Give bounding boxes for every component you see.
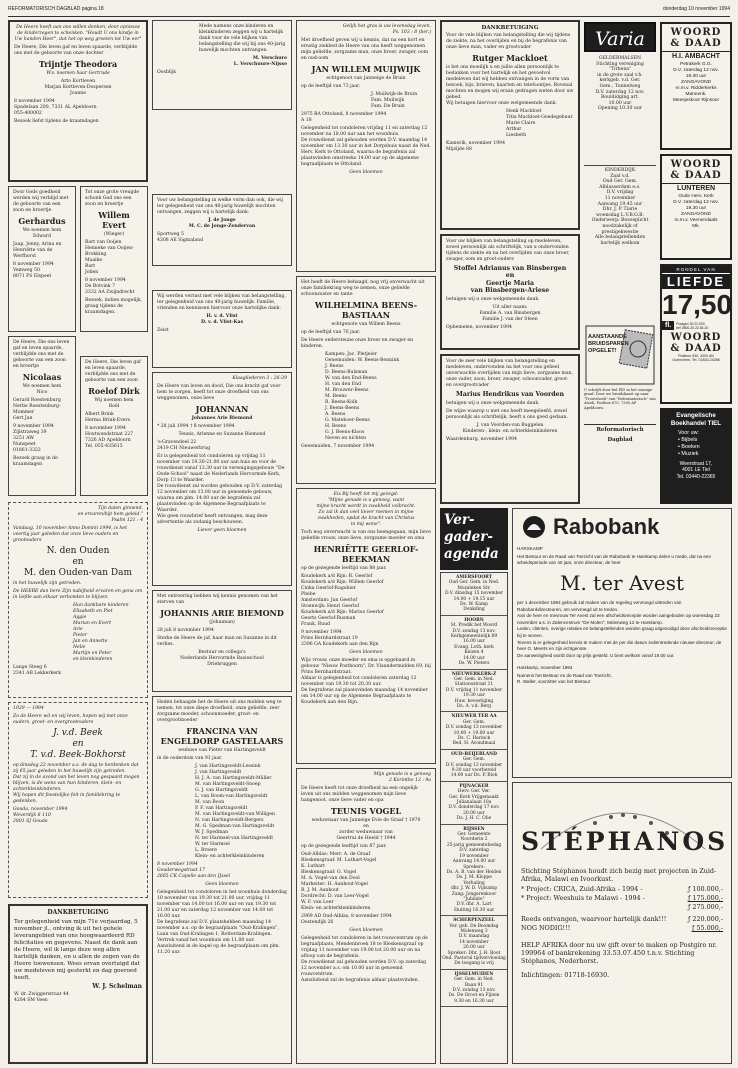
ad-names: Stoffel Adrianus van Binsbergen en Geertje Maria van Binsbergen-Ariese — [453, 265, 567, 295]
ad-sub: echtgenote van Willem Beens — [331, 322, 401, 327]
ad-footer: Geen bloemen — [349, 650, 383, 655]
varia-kinderdijk: KINDERDIJK Zaal v.d. Oud Ger. Gem. Alblasserdam e.o. D.V. vrijdag 11 november Aanvang 19.45 uur Dhr. J. P. Tiarie woensdag L.V.B.G.B. Onderwerp: Bezoeplicht noodzakelijk of prestigekwestie Alle belangstellenden hartelijk welkom — [591, 168, 649, 246]
ad-age: op de leeftijd van 73 jaar. — [301, 84, 361, 89]
birth-ad-willem-evert — [80, 186, 148, 332]
ad-family: Teunis, Arlenne en Suzanne Biemond — [178, 432, 266, 437]
stephanos-text: Stichting Stéphanos houdt zich bezig met projecten in Zuid-Afrika, Malawi en Ivoorkust. — [521, 867, 717, 883]
rabobank-logo: Rabobank — [553, 514, 660, 539]
ad-text: Mede namens onze kinderen en kleinkinderen zeggen wij u hartelijk dank voor de vele blijken van belangstelling die wij bij ons 40-jarig huwelijk mochten ontvangen. — [199, 24, 286, 53]
ad-text2: betuigen wij u onze welgemeende dank. — [446, 401, 540, 406]
rondel-small: Postgiro 30.22.000 bel 0800-20.22.84.20 — [676, 321, 709, 330]
ad-body: Er is gelegenheid tot condoleren op vrijdag 11 november van 19.30-21.00 uur aan huis en voor de rouwdienst vanaf 13.30 uur in verenigingsgebouw "De Oude-School" naast de Nederlands Hervormde Kerk, Dorp 13 te Waarder. De rouwdienst zal worden gehouden op D.V. zaterdag 12 november om 13.00 uur in genoemde gebouw, waarna om plm. 14.00 uur de begrafenis zal plaatsvinden op de Algemene Begraafplaats te Waarder. Wie geen rouwbrief heeft ontvangen, mag deze advertentie als zodanig beschouwen. — [157, 454, 285, 525]
ad-place: Genemuiden, 7 november 1994 — [301, 444, 375, 449]
rabo-text: Het Bestuur en de Raad van Toezicht van de Rabobank te Harskamp delen u mede, dat na een arbeidsperiode van 40 jaar, onze directeur, de heer — [517, 554, 711, 565]
ad-footer: Bezoek liefst tijdens de kraamdagen — [14, 119, 99, 124]
ad-name: TEUNIS VOGEL — [330, 806, 402, 816]
ad-family: J. van Voorden-van Buggelen Kinderen-, klein- en achterkleinkinderen — [462, 423, 558, 434]
ad-family: Oud-Alblas: Merr. A. de Graaf Bleskensgraaf: M. Luthart-Vogel K. Luthart Bleskensgraaf: G. Vogel M. A. Vogel-van den Dool Markeiter: H. Aanhout-Vogel B. J. M. Aanhout Dordrecht: D. van Leer-Vogel W. F. van Leer Klein- en achterkleinkinderen — [301, 852, 377, 911]
ad-date: 8 november 1994 Spadelaan 200, 7331 AL Apeldoorn 055-400002 — [14, 99, 97, 116]
stephanos-item-label: * Project: CRICA, Zuid-Afrika - 1994 - — [521, 885, 643, 893]
ad-dates: 28 juli 8 november 1994 — [157, 628, 214, 633]
stephanos-item-value: ƒ 175.000,- — [687, 894, 723, 902]
boekhandel-tiel — [660, 408, 732, 504]
rd-logo: Reformatorisch Dagblad — [584, 424, 656, 434]
ad-text: Voor uw belangstelling in welke vorm dan ook, die wij ter gelegenheid van ons 40-jarig huwelijk mochten ontvangen, zeggen wij u hartelijk dank. — [157, 198, 283, 215]
ad-place: 8 november 1994 Gouderwegstraat 17 2665 CK Capelle aan den IJssel — [157, 862, 231, 879]
ad-name: JOHANNAN — [195, 404, 249, 414]
ad-text: Heden behaagde het de Heere uit ons midden weg te nemen, tot onze diepe droefheid, onze geliefde, zeer zorgzame moeder, schoonmoeder, groot- en overgrootmoeder — [157, 700, 282, 723]
ad-date: 8 november 1994 De Botvink 7 3332 AA Zwijndrecht — [85, 278, 135, 295]
thanks-ad-van-voorden — [440, 354, 580, 504]
ad-text: Door Gods goedheid werden wij verblijd met de geboorte van een zoon en broertje — [13, 190, 69, 213]
stephanos-item-label: * Project: Weeshuis te Malawi - 1994 - — [521, 894, 645, 902]
ad-sub: echtgenoot van Janneige de Bruin — [326, 76, 406, 81]
ad-sub: weduwnaar van Janneige Evie de Graaf † 1970 en zorder weduwnaar van Geertrui de Heeld † 1944 — [311, 818, 421, 841]
ad-place: Oosblijk — [157, 70, 176, 75]
woord-daad-ambacht — [660, 22, 732, 150]
ad-sub: in het huwelijk zijn getreden. — [13, 581, 82, 586]
ad-name: JOHANNIS ARIE BIEMOND — [160, 608, 284, 618]
ad-text: Met droefheid geven wij u kennis, dat na een kort en ernstig ziekbed de Heere van ons heeft weggenomen mijn geliefde, zorgzame man, onze broer, zwager, oom en oud-oom — [301, 38, 429, 61]
agenda-item-text: Ger. Gem. in Ned. Stationsstraat 11 D.V. vrijdag 11 november 19.30 uur Huw. bevestiging Ds. A. v.d. Berg — [445, 676, 503, 709]
wd-sub: H.I. AMBACHT — [662, 51, 730, 62]
ad-name: Trijntje Theodora — [38, 59, 118, 69]
ad-place: 9 november 1994 Prins Bernhardstraat 19 2396 GA Koudekerk aan den Rijn — [301, 630, 379, 647]
ad-age: in de ouderdom van 91 jaar. — [157, 756, 223, 761]
rabo-place: HARSKAMP — [517, 546, 543, 551]
ad-footer: Liever geen bloemen — [197, 528, 247, 533]
death-ad-muijwijk — [296, 20, 436, 272]
varia-banner: Varia — [584, 22, 656, 52]
ad-name: Nicolaas — [22, 372, 62, 382]
ad-text: Voor de vele blijken van belangstelling die wij tijdens de ziekte, na het overlijden en bij de begrafenis van onze lieve man, vader en grootvader — [446, 33, 571, 50]
ad-body: is het ons moeilijk u en jullie allen persoonlijk te bedanken voor het hartelijk en het gevoelvol medeleven dat wij hebben ontvangen in de vorm van bezoek, bijs, brieven, kaarten en telefoontjes. Bovenal mochten en mogen wij eraan gedragen weten door uw gebed. Wij betuigen hiervoor onze welgemeende dank. — [446, 65, 574, 106]
rondel-brand: LIEFDE — [662, 273, 730, 289]
ad-body: Wijs vrouw, onze moeder en oma is opgebaard in gebouw "Nieuw Posthoorn", Dr. Vlaandermidden 69, bij Prins Bernhardstraat. Aldaar is gelegenheid tot condoleren zaterdag 12 november van 19.30 tot 20.30 uur. De begrafenis zal plaatsvinden maandag 14 november om 14.00 uur op de Algemene Begraafplaats te Koudekerk aan den Rijn. — [301, 658, 431, 705]
ad-age: op de gezegende leeftijd van 88 jaar. — [301, 566, 387, 571]
ad-text: De Heere van leven en dood, Die ons kracht gaf voor hem te zorgen, heeft tot onze droefheid van ons weggenomen, onze lieve — [157, 384, 281, 401]
agenda-item-place: NIEUWER TER AA — [451, 714, 497, 720]
rondel-price: 17,50 — [662, 289, 733, 320]
ad-family: Henk Mackloet Titia Mackloet-Goedegebuur Marie Claire Arthur Liesbeth — [506, 109, 573, 138]
rabo-place2: Harskamp, november 1994 — [517, 665, 573, 671]
ad-sub: W.v. noemen haar Gertrude — [46, 71, 110, 76]
death-ad-biemond-school — [152, 590, 292, 692]
death-ad-geerlof — [296, 488, 436, 764]
ad-parents: Arto Kortleven Marjan Kortleven-Dospersen Joanne — [44, 79, 112, 96]
agenda-list — [440, 572, 508, 1064]
ad-place: Waardenburg, november 1994 — [446, 437, 517, 442]
ad-footer: Geen bloemen — [205, 882, 239, 887]
death-ad-johannan — [152, 372, 292, 586]
death-ad-francina — [152, 696, 292, 1064]
stephanos-item — [521, 924, 723, 933]
ad-name: HENRIËTTE GEERLOF-BEEKMAN — [313, 544, 419, 564]
agenda-item-text: Ger. Gem. D.V. zondag 13 november 9.30 uur voorbereid 14.00 uur Ds. P. Blok — [445, 757, 503, 779]
agenda-item-place: IJSSELMUIDEN — [454, 971, 494, 977]
stephanos-item — [521, 903, 723, 912]
birth-ad-trijntje — [8, 20, 148, 182]
agenda-item-text: Herv. Ger. Ver. Ger. Kerk Vrijgemaakt Julianalaan 10a D.V. donderdag 17 nov. 20.00 uur Ds. J. H. C. Olie — [448, 789, 500, 822]
ad-text: Voor de zeer vele blijken van belangstelling en medeleven, ondervonden na het voor ons geheel onverwachte overlijden van mijn lieve, zorgzame man, onze vader, zoon, broer, zwager, schoonvader, groot- en overgrootvader — [446, 359, 574, 388]
header-rule — [8, 16, 730, 17]
agenda-item — [441, 573, 507, 616]
boekhandel-address: Weerstraat 17, 4001 LE Tiel Tel. 03440-22365 — [676, 461, 716, 480]
ad-family: Hun dankbare kinderen Elisabeth en Piet Aggie Marian en Evert Arie Pieter Jan en Annette Nelie Martijn en Peter en kleinkinderen — [73, 603, 129, 662]
stephanos-item — [521, 885, 723, 894]
ad-names: J. v.d. Beek en T. v.d. Beek-Bokhorst — [30, 728, 126, 760]
rondel-currency: fl. — [662, 321, 674, 330]
thanks-ad-verschure — [152, 20, 292, 110]
ad-place: Zeist — [157, 328, 169, 333]
ad-footer: Bezoek, indien mogelijk, graag tijdens de kraamdagen. — [85, 298, 143, 315]
agenda-item — [441, 670, 507, 713]
page-header — [8, 4, 730, 14]
ad-family: Bestuur en collega's Nederlands Hervormde Basisschool Driebruggen — [180, 650, 264, 667]
agenda-item-text: Ger. Gem. in Ned. Baan 91 D.V. zondag 13 nov. Ds. De Groot en Fijnen 9.30 en 16.30 uur — [448, 977, 500, 1004]
wd-text: Petrakerk G.G. D.V. zaterdag 12 nov. 19.30 uur ZANGAVOND m.m.v. Ridderkerks Mannenk. Meesjeskoor Rijnsoor — [672, 62, 720, 103]
agenda-item-place: SCHERPENZEEL — [453, 918, 495, 924]
death-ad-beens — [296, 276, 436, 484]
ad-body: Gelegenheid tot condoleren in het woonhuis donderdag 10 november van 19.30 tot 21.00 uur, vrijdag 11 november van 14.00 tot 16.00 uur en van 19.30 tot 21.00 uur en zaterdag 12 november van 14.00 tot 16.00 uur. De begrafenis zal D.V. plaatshebben maandag 14 november a.s. op de begraafplaats "Oud-Kralingen", Laan van Oud-Kralingen 1, Rotterdam-Kralingen. Vertrek vanaf het woonhuis om 11.00 uur. Aansluitend in de kapel op de begraafplaats om plm. 11.20 uur. — [157, 890, 287, 955]
ad-text: Voor uw blijken van belangstelling op medeleven, zowel persoonlijk als schriftelijk, van u ondervonden tijdens de ziekte en na het overlijden van onze broer, zwager, oom en groot-ouders — [446, 239, 570, 262]
rabobank-icon — [521, 514, 547, 540]
agenda-item — [441, 750, 507, 782]
ad-body: Gelegenheid tot condoleren in het rouwcentrum op de begraafplaats, Mendenbroek 18 te Bleskensgraaf op vrijdag 11 november van 19.00 tot 20.00 uur en na afloop van de begrafenis. De rouwdienst zal gehouden worden D.V. op zaterdag 12 november a.s. om 10.00 uur in genoemd rouwcentrum. Aansluitend zal de begrafenis aldaar plaatsvinden. — [301, 936, 428, 983]
rondel-top: RONDEL VAN — [662, 266, 730, 273]
ad-family: Jaap, Jenny, Arina en Henriëtte van de Werfhorst — [13, 242, 62, 259]
agenda-item — [441, 970, 507, 1007]
thanks-ad-mackloet — [440, 20, 580, 230]
agenda-item-place: PIJNACKER — [459, 783, 489, 789]
ad-footer: Geen bloemen — [349, 928, 383, 933]
thanks-ad-vd-vlist — [152, 290, 292, 368]
ad-date: 8 november 1994 Houtwandstraat 227 7326 AD Apeldoorn Tel. 055-435615 — [85, 426, 134, 449]
stephanos-item-value: ƒ 100.000,- — [687, 885, 723, 893]
death-ad-vogel — [296, 768, 436, 1064]
ad-text: Zo de Heere wil en wij leven, hopen wij met onze ouders, groot- en overgrootouders — [13, 714, 128, 725]
birth-ad-gerhardus — [8, 186, 76, 332]
ad-names: J. de Jonge M. C. de Jonge-Zendervan — [188, 218, 256, 229]
header-left: REFORMATORISCH DAGBLAD pagina 18 — [8, 6, 104, 12]
ad-verse: Mijn genade is u genoeg 2 Korinthe 12 : 9a — [373, 772, 431, 783]
vergaderagenda-banner: Ver- gader- agenda — [440, 508, 508, 570]
ad-address: Gouda, november 1994 Weverdijk 8 110 2801 SJ Gouda — [13, 807, 68, 824]
ad-age: op de gezegende leeftijd van 87 jaar. — [301, 844, 387, 849]
ad-verse: Eis Bij heeft tot mij gezegd: "Mijne genade is u genoeg, want mijne kracht wordt in zwakheid volbracht. Zo zal ik dan veel liever roemen in mijne zwakheden, opdat de kracht van Christus in mij wone". — [316, 492, 416, 527]
ad-address: Lange Steeg 6 2341 AB Lekkerkerk — [13, 665, 62, 676]
ad-body: De wijze waarop u met ons heeft meegeleefd, zowel persoonlijk als schriftelijk, heeft u ons goed gedaan. — [446, 409, 568, 420]
birth-ad-nicolaas — [8, 336, 76, 496]
ad-date: 8 november 1994 Vemweg 50 8071 PS Elspeet — [13, 262, 54, 279]
stephanos-item-value: ƒ 275.000,- — [687, 903, 723, 911]
ad-age: op de leeftijd van 76 jaar. — [301, 330, 361, 335]
ad-parents: Albert Brink Herma Brink-Evers — [85, 412, 130, 423]
ad-place: 's-Gravendeel 22 2419 CH Nieuwerbrug — [157, 440, 211, 451]
ad-family: Kampen: Jac. Pletjeier Genemuiden: W. Beens-Bennink J. Beens D. Beens-Bulsman W. van den End-Beens H. van den End M. Brouwer-Beens M. Beens B. Beens-Kolk J. Beens-Beens A. Beens G. Mateboer-Beens H. Beens G. J. Beens-Kloos Neven en nichten — [325, 352, 400, 441]
stephanos-item-value: ƒ 220.000,- — [687, 915, 723, 923]
agenda-item-place: OUD-BEIJERLAND — [451, 751, 497, 757]
ad-sub: (Johannan) — [209, 620, 235, 625]
birth-ad-roelof-dirk — [80, 356, 148, 496]
ad-text: Het heeft de Heere behaagd, nog vrij onverwacht uit onze familiekring weg te nemen, onze geliefde schoonzuster en tante — [301, 280, 425, 297]
ad-intro: De Heere, Die leven gaf en leven spaarde, verblijdde ons met de geboorte van onze dochter — [14, 45, 138, 56]
stephanos-ad — [512, 782, 732, 1064]
ad-name: Rutger Mackloet — [472, 53, 548, 63]
ad-text: De Heere, Die ons leven gaf en leven spaarde, verblijdde ons met de geboorte van een zoon en broertje — [13, 340, 70, 369]
agenda-item — [441, 782, 507, 825]
ad-sub: Johannes Arie Biemond — [191, 416, 253, 421]
agenda-item-text: St. Predik het Woord D.V. zondag 13 nov. Kerkgemeentelijk 89 16.00 uur Evang. Loth. kerk Keizen 4 14.00 uur Ds. W. Pieters — [450, 623, 498, 667]
stephanos-info: Inlichtingen: 01718-16930. — [521, 971, 610, 979]
boekhandel-title: Evangelische Boekhandel TIEL — [670, 412, 722, 427]
ad-text: De Heere heeft tot onze droefheid na een ongelijk leven uit ons midden weggenomen mijn lieve hangenoot, onze lieve vader en opa — [301, 786, 418, 803]
agenda-item-text: Ver. geb. De Boomdag Molenweg 3 D.V. maandag 14 november 20.00 uur Spreker: Dhr. J. H. Boot Ond. Pastoral tijdvervloeiing De toegang is vrij — [442, 923, 506, 967]
wd-sub: LUNTEREN — [662, 183, 730, 194]
varia-geldermalsen: GELDERMALSEN Stichting vereniging "Tirbena" in de grote zaal v.h. kerkgeb. v.d. Ger. Gem., Tunnelweg D.V. zaterdag 12 nov. Bouldidging art. 10.00 uur Opening 10.30 uur — [584, 56, 656, 166]
ad-sub: (Wieger) — [103, 232, 125, 237]
ad-title: DANKBETUIGING — [47, 909, 109, 916]
ad-address: W. dr. Zwiggerstraat 44 4284 SM Veen — [14, 992, 69, 1003]
ad-text: Tot onze grote vreugde schonk God ons een zoon en broertje — [85, 190, 140, 207]
stephanos-logo-area — [521, 787, 729, 867]
ad-quote: De Heere heeft aan ons willen denken, door opnieuw de kinderzegen te schenken. "Houdt U ons kindje in Uw handen Heer", dat het op weg groeien tot Uw eer" — [14, 25, 142, 42]
ad-name: Gerhardus — [18, 216, 66, 226]
agenda-item-text: Ger. Gemeente Noorderin 2 25-jarig gemeenteliedag D.V. zaterdag 19 november Aanvang 14.00 uur Sprekers: Ds. A. B. van der Heiden Ds. J. M. Kloppe Verhaling dhr. J. W. D. Vijlsamp Zang: Jongerenkoor "Jubilate" D.V. dhr. A. Lart Sluiting 16.30 uur — [446, 832, 502, 913]
stamp-text: U schrijft door hel PID in het zonnige graaf. Door uw bruidskaart op naar "Trouwhoek" van "Reformatorisch" van Atseli, Postbus 670, 7300 AP Apeldoorn. — [584, 388, 656, 410]
ad-body: op dinsdag 22 november a.s. de dag te herdenken dat zij 65 jaar geleden in het huwelijk zijn getreden. Dat zij in de avond van het leven nog gespaard mogen blijven, is de wens van hun kinderen, klein- en achterkleinkinderen. Wij hopen dit feestelijke feit in familiekring te gedenken. — [13, 763, 140, 804]
wd-address: Postbus 930, 4200 AN Gorinchem, Tel. 01830-24288 — [672, 354, 720, 363]
ad-sub: We noemen hem Nico — [22, 384, 62, 395]
ad-family: Koudekerk a/d Rijn: R. Geerlof Koudekerk a/d Rijn: Willem Geerlof Cinka Geerlof-Ragobier Phebe Amsterdam: Jan Geerlof Stoenwijk: Henri Geerlof Koudekerk a/d Rijn: Marius Geerlof Geerts Geerlof-Rusman Frank, Ruud — [301, 574, 384, 627]
ad-body: Sterke de Heere de jaf, haar man en Suzanne in dit verlies. — [157, 636, 277, 647]
ad-names: H. v. d. Vlist D. v. d. Vlist-Kas — [200, 314, 244, 325]
stephanos-items — [521, 885, 723, 933]
ad-parents: Gerard Roestenburg Nettie Roestenburg-Mommer Gert Jan — [13, 398, 61, 421]
ad-family: Uit aller naam: Familie A. van Binsbergen Familie J. van der Steen — [479, 304, 541, 322]
anniversary-ad-vd-beek — [8, 702, 148, 898]
ad-family: J. van Hartingsveldt-Lessink J. van Hartingsveldt H. J. A. van Hartingsveldt-Müller M. van Hartingsveldt-Snoep G. J. van Hartingsveldt L. van Boom-van Hartingsveldt M. van Boon P. F. van Hartingsveldt M. van Hartingsveldt-van Willigen N. van Hartingsveldt-Bergers M. G. Spedman-van Hartingsveldt W. J. Spedman N. ter Harmsel-van Hartingsveldt W. ter Harmsel L. Broere Klein- en achterkleinkinderen — [195, 764, 275, 859]
ad-sub: We noemen hem Edward — [22, 228, 62, 239]
agenda-item-place: HOORN — [464, 617, 484, 623]
ad-title: DANKBETUIGING — [481, 25, 539, 31]
stephanos-item-value: ƒ 55.000,- — [692, 924, 723, 932]
ad-verse: Klaagliederen 3 : 26-29 — [232, 376, 287, 381]
thanks-ad-schelman — [8, 904, 148, 1064]
ad-parents: Bart van Ooijen Henneke van Ooijen-Brokking Maaike Bart Jolien — [85, 240, 134, 275]
anniversary-ad-den-ouden — [8, 502, 148, 698]
ad-text2: betuigen wij u onze welgemeende dank. — [446, 296, 540, 302]
ad-name: WILHELMINA BEENS-BASTIAAN — [314, 300, 418, 320]
ad-sub: Wij noemen hem Roël — [94, 398, 134, 409]
agenda-item-place: NIEUWERKERK-Z — [451, 671, 497, 677]
boekhandel-list: Voor uw: • Bijbels • Boeken • Muziek — [678, 430, 700, 457]
agenda-item — [441, 616, 507, 670]
ad-verse: Tijn dalen ginnend, en ervaren/bijt hem geleid." Psalm 121 : 4 — [77, 506, 143, 523]
stamp-title: AANSTAANDE BRUIDSPAREN OPGELET! — [588, 334, 629, 354]
ad-body: Gelegenheid tot condoleren vrijdag 11 en zaterdag 12 november na 18.00 uur aan het woonhuis. De rouwdienst zal gehouden worden D.V. maandag 14 november om 13.30 uur in het Dorpshuis naast de Ned. Herv. Kerk te Ottoland, waarna de begrafenis zal plaatsvinden omstreeks 14.00 uur op de algemene begraafplaats te Ottoland. — [301, 126, 431, 167]
rabo-body: per 1 december 1994 gebruik zal maken van de regeling vervroegd uittreden van Rabobankdirecteuren, om vervroegd uit te treden. Aan de heer en mevrouw Ter Avest zal een afscheidsreceptie worden aangeboden op woensdag 23 november a.s. in Zalencentrum "De Molen", Molenweg 12 te Harskamp. Leden, cliënten, overige relaties en belangstellenden worden graag uitgenodigd deze afscheidsreceptie bij te wonen. Tevens is er gelegenheid kennis te maken met de per die datum indientredende nieuwe directeur, de heer G. Meerts en zijn echtgenote. De aanwezigheid wordt door op prijs gesteld. U bent welkom vanaf 19.00 uur. — [517, 600, 727, 658]
ad-name: W. J. Schelman — [92, 983, 142, 990]
wd-logo: WOORD & DAAD — [670, 159, 722, 181]
agenda-item-text: Ger. Gem. D.V. zondag 13 november 10.00 + 19.00 uur Ds. C. Harinck Bed. H. Avondmaal — [445, 719, 503, 747]
ad-name: FRANCINA VAN ENGELDORP GASTELAARS — [160, 726, 284, 746]
rabobank-logo-row — [517, 512, 727, 542]
ad-intro: Vandaag, 10 november Anno Domini 1994, is het veertig jaar geleden dat onze lieve ouders en grootouders — [13, 526, 127, 543]
ad-text: De Heere, Die leven gaf en leven spaarde, verblijdde ons met de geboorte van een zoon — [85, 360, 141, 383]
ad-place: Kamerik, november 1994 Mijzijde 88 — [446, 141, 506, 152]
rabo-sign: Namens het Bestuur en de Raad van Toezicht, R. Waller, voorzitter van het Bestuur — [517, 673, 612, 685]
agenda-item — [441, 712, 507, 749]
stephanos-body: HELP AFRIKA door nu uw gift over te maken op Postgiro nr. 199964 of bankrekening 33.53.07.450 t.n.v. Stichting Stéphanos, Nederhorst. — [521, 941, 717, 965]
wd-logo: WOORD & DAAD — [670, 332, 722, 354]
ad-names: N. den Ouden en M. den Ouden-van Dam — [23, 546, 132, 578]
agenda-item-text: Oud Ger. Gem. in Ned. Mozaïeken Str. D.V. dinsdag 15 november 14.00 + 19.15 uur Ds. W. Kamp Donkding — [444, 580, 504, 613]
ad-text: Ter gelegenheid van mijn 71e verjaardag, 5 november jl., ontving ik uit het gehele leverangebied van ons hoogwaardeerd RD felicitaties en gegevens. Naast de dank aan de Heere, wil ik langs deze weg allen hartelijk danken, en u allen de zegen van de Heere toewensen. Wees ervan overtuigd dat uw medeleven mij gesterkt en dag goeroed heeft. — [14, 919, 140, 981]
wd-text: Oude Herv. Kerk D.V. zaterdag 12 nov. 19.30 uur ZANGAVOND m.m.v. Veenendaals Mk. — [673, 194, 719, 229]
ad-footer: Bezoek graag in de kraamdagen — [13, 456, 58, 467]
header-right: donderdag 10 november 1994 — [663, 6, 730, 12]
rabobank-ad — [512, 508, 732, 778]
ad-name: Roelof Dirk — [88, 386, 140, 396]
agenda-item — [441, 916, 507, 970]
ad-place: 2975 BA Ottoland, 8 november 1994 A 18 — [301, 112, 387, 123]
ad-dates: * 28 juli 1994 † 8 november 1994 — [157, 424, 235, 429]
ad-names: M. Verschure L. Verschuure-Nijsse — [233, 56, 287, 67]
ad-footer: Geen bloemen — [349, 170, 383, 175]
ad-years: 1929 — 1994 — [13, 706, 44, 711]
ad-text: De HEERE dan bere Zijn nabijheid ervaren en gena om in liefde aan elkaar verbonden te blijven. — [13, 589, 143, 600]
stephanos-item-label: NOG NODIG!!! — [521, 924, 571, 932]
agenda-item-place: AMERSFOORT — [455, 575, 493, 580]
wd-logo: WOORD & DAAD — [670, 27, 722, 49]
stephanos-item — [521, 894, 723, 903]
ad-verse: Gelijk het gras is uw levensdag leven. Ps. 103 : 8 (ber.) — [342, 24, 431, 35]
stamp-graphic — [584, 324, 656, 386]
ad-name: JAN WILLEM MUIJWIJK — [311, 64, 421, 74]
ad-sub: weduwe van Pieter van Hartingsveldt — [178, 748, 266, 753]
ad-date: 9 november 1994 Zijlstraweg 39 3251 AW Nunspeet 01861-3322 — [13, 424, 54, 453]
agenda-item — [441, 825, 507, 917]
rondel-van-liefde — [660, 264, 732, 404]
thanks-ad-binsbergen — [440, 234, 580, 350]
ad-family: J. Muilwijk-de Bruin Fam. Muilwijk Fam. De Bruin — [371, 92, 418, 109]
ad-text: Met ontroering hebben wij kennis genomen van het sterven van — [157, 594, 278, 605]
thanks-ad-de-jonge — [152, 194, 292, 266]
stephanos-logo: STÉPHANOS — [521, 827, 729, 856]
ad-text: Toch nog onverwacht is van ons heengegaan, mijn lieve geliefde vrouw, onze lieve, zorgzame moeder en oma — [301, 530, 431, 541]
ad-name: Marius Hendrikus van Voorden — [455, 391, 564, 398]
rabo-name: M. ter Avest — [559, 571, 685, 595]
agenda-item-place: RIJSSEN — [463, 826, 485, 832]
stephanos-item-label: Reeds ontvangen, waarvoor hartelijk dank!!! — [521, 915, 667, 923]
ad-name: Willem Evert — [98, 210, 130, 230]
ad-place: Sportweg 5 4308 AE Sigmaland — [157, 232, 204, 243]
ad-text: Wij werden verrast met vele blijken van belangstelling, ter gelegenheid van ons 40-jarig huwelijk. Familie, vrienden en kennissen hiervoor onze hartelijke dank. — [157, 294, 286, 311]
ad-text2: De Heere ondersteune onze broer en zwager en kinderen. — [301, 338, 414, 349]
stephanos-item — [521, 915, 723, 924]
ad-place: 2969 AD Oud-Alblas, 8 november 1994 Oostendijk 26 — [301, 914, 392, 925]
ad-place: Ophemelen, november 1994 — [446, 324, 512, 330]
woord-daad-lunteren — [660, 154, 732, 260]
